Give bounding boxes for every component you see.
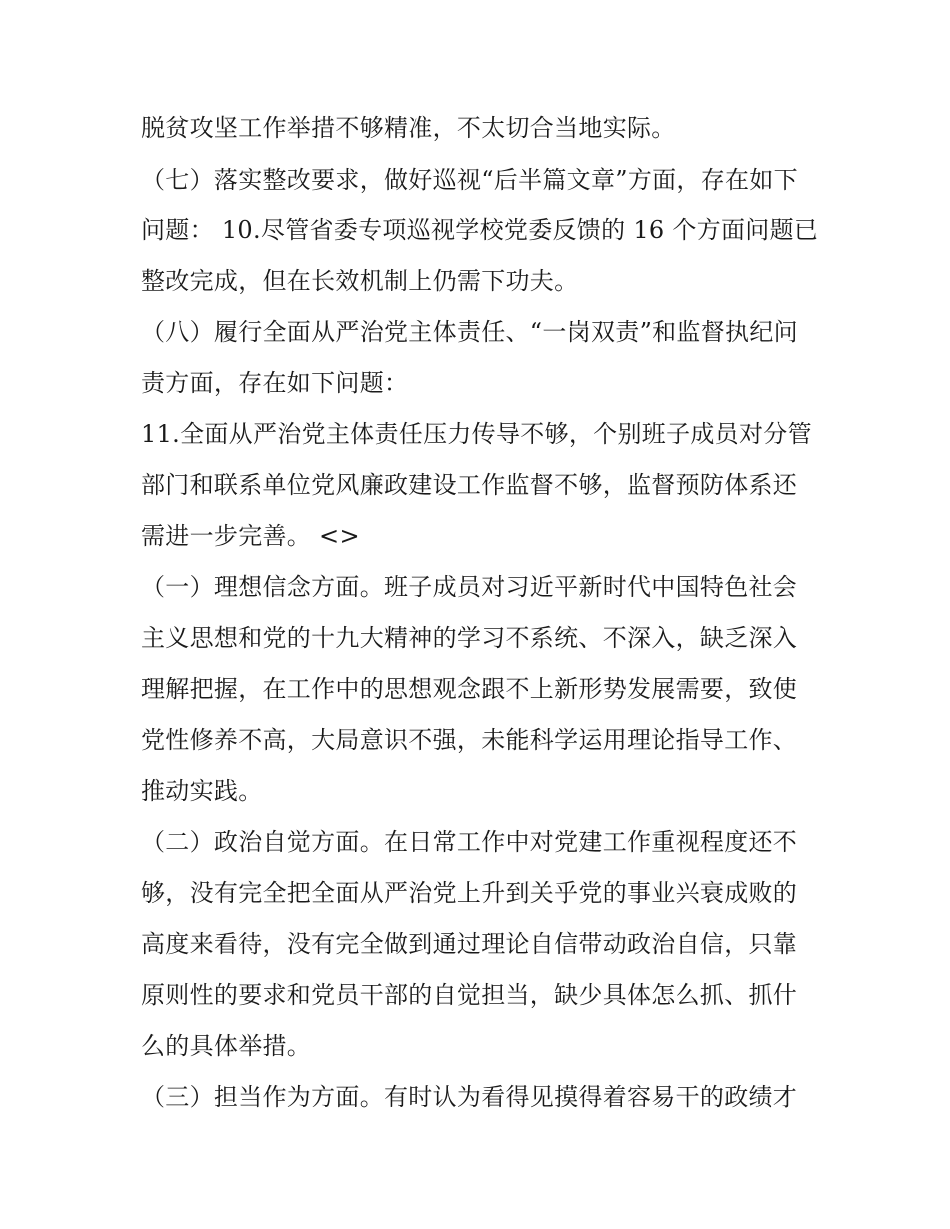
text-line: （七）落实整改要求，做好巡视“后半篇文章”方面，存在如下 bbox=[141, 166, 798, 194]
text-line: 理解把握，在工作中的思想观念跟不上新形势发展需要，致使 bbox=[141, 675, 798, 703]
text-line: 么的具体举措。 bbox=[141, 1032, 312, 1060]
text-line: 够，没有完全把全面从严治党上升到关乎党的事业兴衰成败的 bbox=[141, 879, 798, 907]
text-line: 整改完成，但在长效机制上仍需下功夫。 bbox=[141, 267, 579, 295]
text-line: 脱贫攻坚工作举措不够精准，不太切合当地实际。 bbox=[141, 114, 676, 142]
text-line: （一）理想信念方面。班子成员对习近平新时代中国特色社会 bbox=[141, 573, 798, 601]
text-line: 责方面，存在如下问题： bbox=[141, 369, 409, 397]
text-line: 高度来看待，没有完全做到通过理论自信带动政治自信，只靠 bbox=[141, 930, 798, 958]
text-line: 问题： 10.尽管省委专项巡视学校党委反馈的 16 个方面问题已 bbox=[141, 216, 819, 244]
text-line: （二）政治自觉方面。在日常工作中对党建工作重视程度还不 bbox=[141, 828, 798, 856]
text-line: 部门和联系单位党风廉政建设工作监督不够，监督预防体系还 bbox=[141, 471, 798, 499]
text-line: （八）履行全面从严治党主体责任、“一岗双责”和监督执纪问 bbox=[141, 318, 798, 346]
text-line: 原则性的要求和党员干部的自觉担当，缺少具体怎么抓、抓什 bbox=[141, 981, 798, 1009]
text-line: 需进一步完善。 <> bbox=[141, 522, 360, 550]
text-line: 11.全面从严治党主体责任压力传导不够，个别班子成员对分管 bbox=[141, 420, 812, 448]
text-line: （三）担当作为方面。有时认为看得见摸得着容易干的政绩才 bbox=[141, 1083, 798, 1111]
text-line: 主义思想和党的十九大精神的学习不系统、不深入，缺乏深入 bbox=[141, 624, 798, 652]
text-line: 党性修养不高，大局意识不强，未能科学运用理论指导工作、 bbox=[141, 726, 798, 754]
text-line: 推动实践。 bbox=[141, 777, 263, 805]
